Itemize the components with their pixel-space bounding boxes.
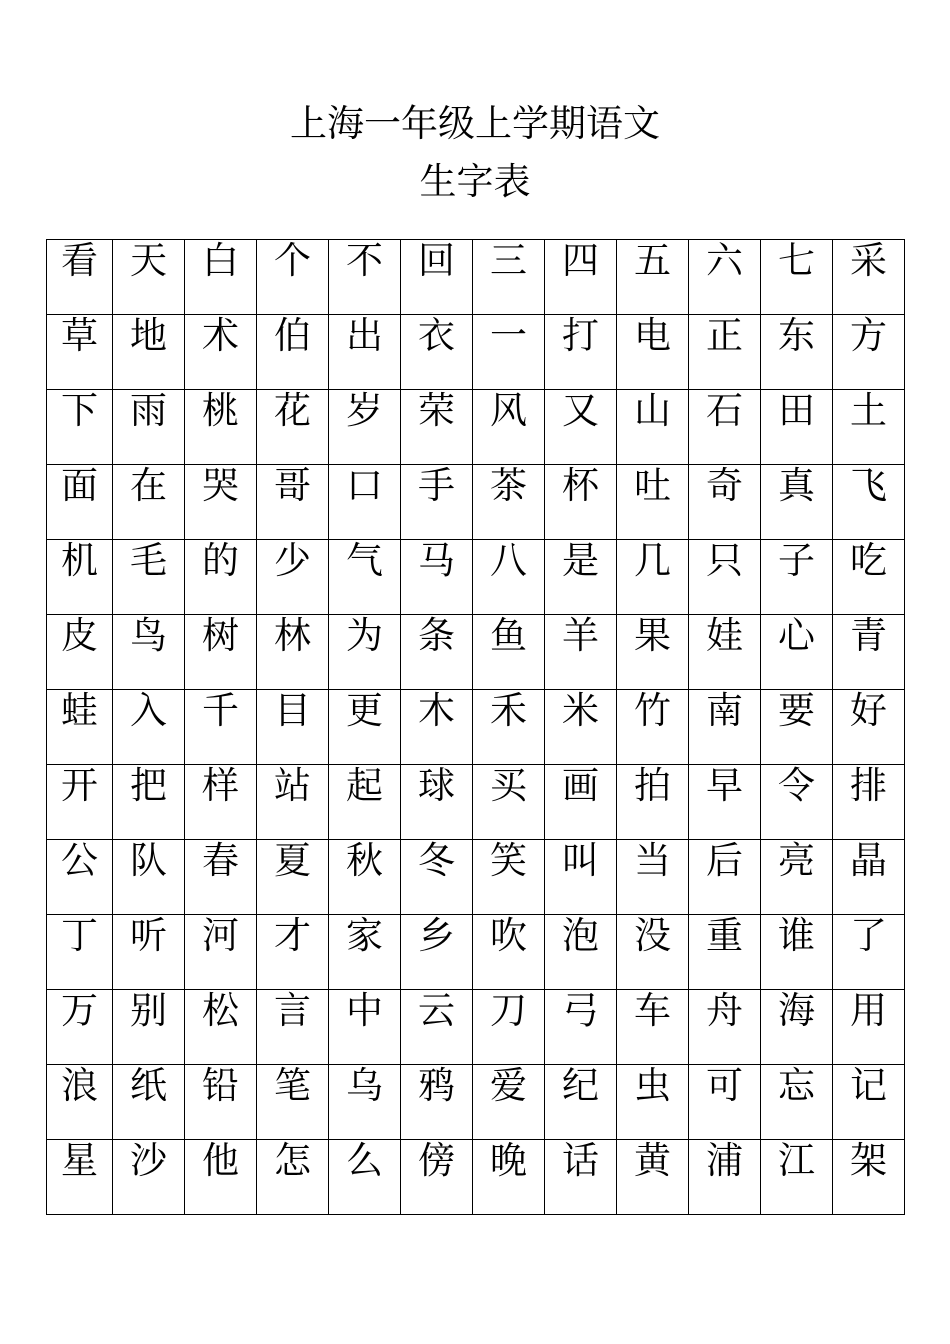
character-cell: 竹 [617,690,689,765]
character-cell: 荣 [401,390,473,465]
table-row [47,915,905,990]
character-cell: 土 [833,390,905,465]
character-cell: 吹 [473,915,545,990]
character-cell: 丁 [47,915,113,990]
character-cell: 当 [617,840,689,915]
character-cell: 的 [185,540,257,615]
character-cell: 浦 [689,1140,761,1215]
character-cell: 把 [113,765,185,840]
character-cell: 入 [113,690,185,765]
character-cell: 只 [689,540,761,615]
table-row [47,1140,905,1215]
character-cell: 是 [545,540,617,615]
character-cell: 草 [47,315,113,390]
character-cell: 刀 [473,990,545,1065]
character-cell: 天 [113,240,185,315]
character-cell: 在 [113,465,185,540]
character-cell: 纪 [545,1065,617,1140]
character-cell: 画 [545,765,617,840]
character-cell: 记 [833,1065,905,1140]
character-cell: 出 [329,315,401,390]
character-cell: 沙 [113,1140,185,1215]
character-cell: 叫 [545,840,617,915]
character-cell: 心 [761,615,833,690]
character-cell: 队 [113,840,185,915]
character-cell: 一 [473,315,545,390]
character-cell: 春 [185,840,257,915]
character-cell: 才 [257,915,329,990]
character-cell: 晚 [473,1140,545,1215]
character-cell: 伯 [257,315,329,390]
character-cell: 真 [761,465,833,540]
character-cell: 爱 [473,1065,545,1140]
character-cell: 打 [545,315,617,390]
character-cell: 目 [257,690,329,765]
character-cell: 条 [401,615,473,690]
character-cell: 田 [761,390,833,465]
character-cell: 云 [401,990,473,1065]
character-cell: 了 [833,915,905,990]
page-subtitle: 生字表 [419,160,531,203]
character-cell: 哥 [257,465,329,540]
character-cell: 马 [401,540,473,615]
character-cell: 千 [185,690,257,765]
character-cell: 衣 [401,315,473,390]
character-cell: 六 [689,240,761,315]
character-cell: 桃 [185,390,257,465]
character-cell: 亮 [761,840,833,915]
character-cell: 正 [689,315,761,390]
character-cell: 个 [257,240,329,315]
character-cell: 山 [617,390,689,465]
character-cell: 傍 [401,1140,473,1215]
page-title: 上海一年级上学期语文 [290,102,660,145]
character-cell: 起 [329,765,401,840]
character-cell: 奇 [689,465,761,540]
character-cell: 河 [185,915,257,990]
character-cell: 站 [257,765,329,840]
character-cell: 木 [401,690,473,765]
table-row [47,765,905,840]
character-cell: 林 [257,615,329,690]
character-cell: 家 [329,915,401,990]
character-cell: 弓 [545,990,617,1065]
character-cell: 言 [257,990,329,1065]
character-cell: 三 [473,240,545,315]
table-row [47,690,905,765]
character-cell: 看 [47,240,113,315]
character-cell: 采 [833,240,905,315]
character-cell: 娃 [689,615,761,690]
character-cell: 不 [329,240,401,315]
character-cell: 重 [689,915,761,990]
character-cell: 听 [113,915,185,990]
character-cell: 好 [833,690,905,765]
character-cell: 晶 [833,840,905,915]
character-cell: 虫 [617,1065,689,1140]
character-cell: 禾 [473,690,545,765]
character-cell: 回 [401,240,473,315]
character-cell: 纸 [113,1065,185,1140]
table-row [47,465,905,540]
character-cell: 下 [47,390,113,465]
character-cell: 排 [833,765,905,840]
character-cell: 东 [761,315,833,390]
character-cell: 子 [761,540,833,615]
character-cell: 话 [545,1140,617,1215]
character-cell: 八 [473,540,545,615]
character-cell: 公 [47,840,113,915]
character-cell: 浪 [47,1065,113,1140]
character-table-body [47,240,905,1215]
table-row [47,390,905,465]
character-cell: 拍 [617,765,689,840]
character-cell: 米 [545,690,617,765]
character-cell: 岁 [329,390,401,465]
character-cell: 树 [185,615,257,690]
character-cell: 毛 [113,540,185,615]
character-cell: 样 [185,765,257,840]
character-cell: 泡 [545,915,617,990]
character-cell: 面 [47,465,113,540]
table-row [47,240,905,315]
character-cell: 松 [185,990,257,1065]
character-cell: 架 [833,1140,905,1215]
table-row [47,990,905,1065]
character-cell: 笑 [473,840,545,915]
table-row [47,315,905,390]
character-cell: 笔 [257,1065,329,1140]
character-cell: 车 [617,990,689,1065]
character-cell: 星 [47,1140,113,1215]
character-cell: 买 [473,765,545,840]
character-cell: 方 [833,315,905,390]
character-cell: 怎 [257,1140,329,1215]
character-cell: 青 [833,615,905,690]
character-cell: 七 [761,240,833,315]
character-cell: 几 [617,540,689,615]
character-cell: 术 [185,315,257,390]
character-cell: 皮 [47,615,113,690]
character-cell: 黄 [617,1140,689,1215]
character-cell: 别 [113,990,185,1065]
character-cell: 乡 [401,915,473,990]
character-cell: 更 [329,690,401,765]
character-cell: 五 [617,240,689,315]
character-cell: 茶 [473,465,545,540]
character-cell: 球 [401,765,473,840]
character-cell: 吃 [833,540,905,615]
table-row [47,615,905,690]
character-cell: 冬 [401,840,473,915]
character-cell: 可 [689,1065,761,1140]
character-cell: 南 [689,690,761,765]
character-cell: 飞 [833,465,905,540]
character-cell: 手 [401,465,473,540]
character-cell: 谁 [761,915,833,990]
character-cell: 花 [257,390,329,465]
character-cell: 忘 [761,1065,833,1140]
character-cell: 么 [329,1140,401,1215]
character-cell: 没 [617,915,689,990]
table-row [47,840,905,915]
character-cell: 风 [473,390,545,465]
character-cell: 白 [185,240,257,315]
character-cell: 鸟 [113,615,185,690]
character-cell: 少 [257,540,329,615]
character-cell: 后 [689,840,761,915]
character-cell: 鸦 [401,1065,473,1140]
character-cell: 石 [689,390,761,465]
character-cell: 万 [47,990,113,1065]
character-cell: 又 [545,390,617,465]
character-cell: 羊 [545,615,617,690]
character-cell: 用 [833,990,905,1065]
character-cell: 四 [545,240,617,315]
character-cell: 夏 [257,840,329,915]
character-cell: 铅 [185,1065,257,1140]
character-cell: 秋 [329,840,401,915]
character-cell: 果 [617,615,689,690]
character-cell: 口 [329,465,401,540]
character-cell: 地 [113,315,185,390]
character-cell: 机 [47,540,113,615]
character-cell: 雨 [113,390,185,465]
character-cell: 中 [329,990,401,1065]
character-cell: 江 [761,1140,833,1215]
character-cell: 海 [761,990,833,1065]
character-cell: 舟 [689,990,761,1065]
character-cell: 电 [617,315,689,390]
character-cell: 令 [761,765,833,840]
character-cell: 为 [329,615,401,690]
character-cell: 杯 [545,465,617,540]
character-cell: 开 [47,765,113,840]
character-table [46,239,905,1215]
character-cell: 早 [689,765,761,840]
table-row [47,540,905,615]
character-cell: 哭 [185,465,257,540]
table-row [47,1065,905,1140]
character-cell: 蛙 [47,690,113,765]
character-cell: 气 [329,540,401,615]
character-cell: 要 [761,690,833,765]
character-cell: 鱼 [473,615,545,690]
character-cell: 乌 [329,1065,401,1140]
character-cell: 吐 [617,465,689,540]
character-cell: 他 [185,1140,257,1215]
